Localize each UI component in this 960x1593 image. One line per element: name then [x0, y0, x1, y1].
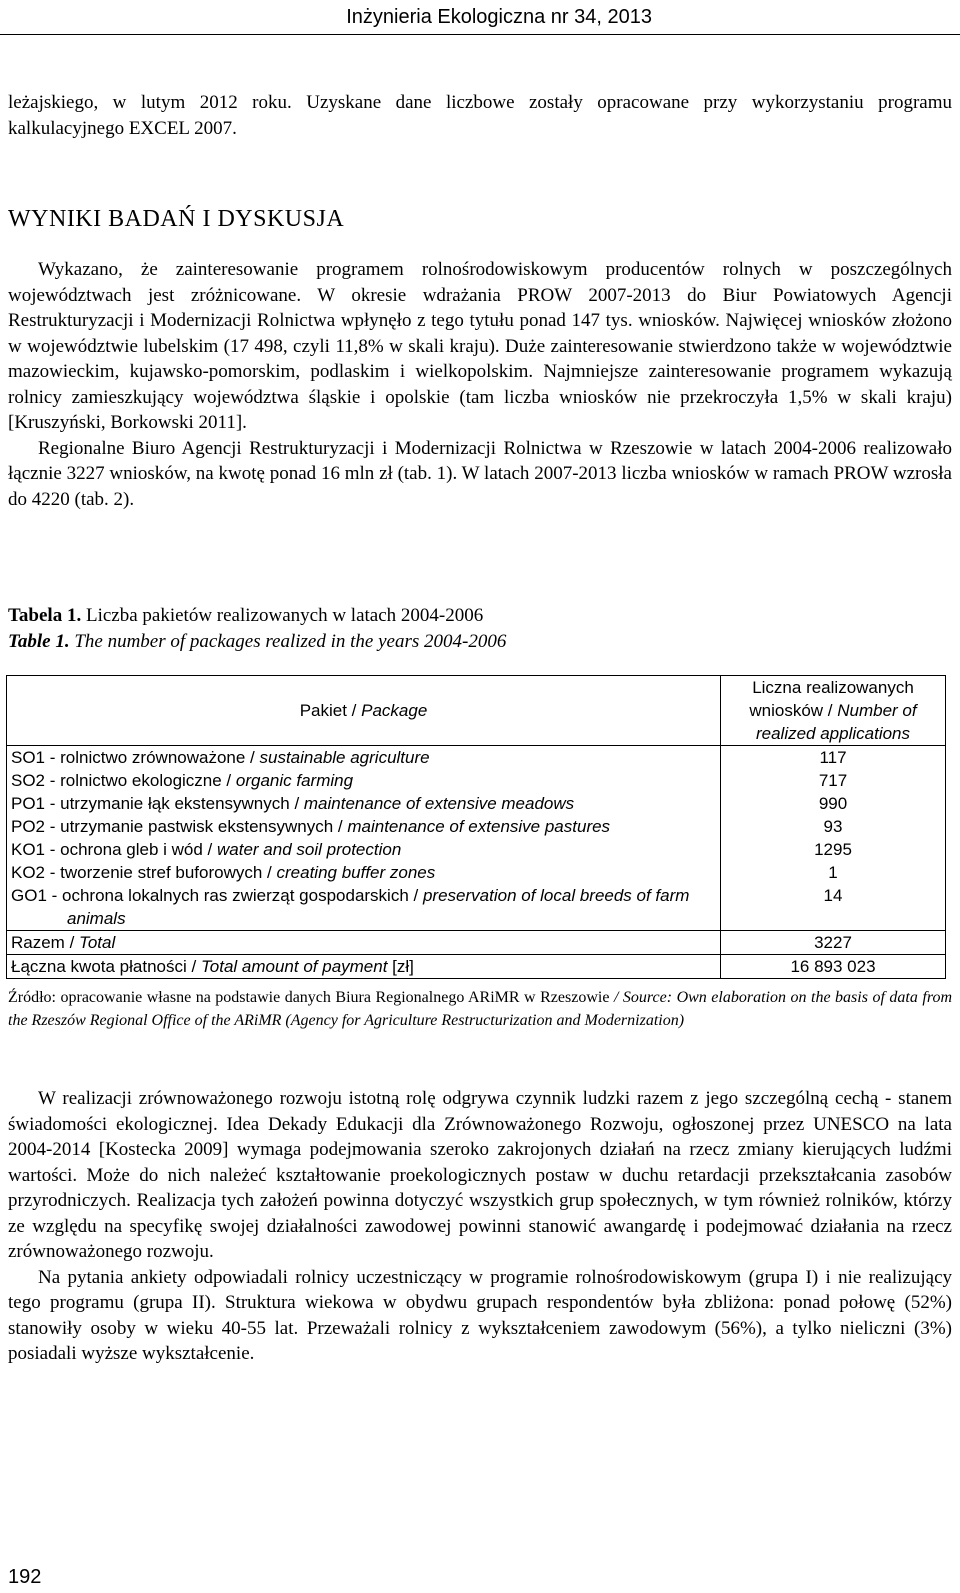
table-source — [8, 986, 952, 1032]
payment-value: 16 893 023 — [721, 955, 946, 979]
journal-title: Inżynieria Ekologiczna nr 34, 2013 — [346, 6, 652, 28]
count-cell: 990 — [721, 792, 946, 815]
discussion-paragraph-2: Na pytania ankiety odpowiadali rolnicy uczestniczący w programie rolnośrodowiskowym (grupa I) i nie realizujący tego programu (grupa II). Struktura wiekowa w obydwu grupach respondentów była zbliżona: ponad połowę (52%) stanowiły osoby w wieku 40-55 lat. Przeważali rolnicy z wykształceniem zawodowym (56%), a tylko nieliczni (3%) posiadali wyższe wykształcenie. — [8, 1266, 952, 1364]
table-row — [7, 815, 946, 838]
section-heading: WYNIKI BADAŃ I DYSKUSJA — [8, 206, 345, 232]
count-cell: 717 — [721, 769, 946, 792]
package-cell: KO2 - tworzenie stref buforowych / creating buffer zones — [7, 861, 721, 884]
results-section — [8, 257, 952, 512]
running-header — [0, 4, 960, 35]
discussion-paragraph-1: W realizacji zrównoważonego rozwoju istotną rolę odgrywa czynnik ludzki razem z jego szczególną cechą - stanem świadomości ekologicznej. Idea Dekady Edukacji dla Zrównoważonego Rozwoju, ogłoszonej przez UNESCO na lata 2004-2014 [Kostecka 2009] wymaga podejmowania szeroko zakrojonych działań na rzecz zmiany kierujących ludźmi wartości. Może do nich należeć kształtowanie proekologicznych postaw w duchu retardacji przekształcania zasobów przyrodniczych. Realizacja tych założeń powinna dotyczyć wszystkich grup społecznych, w tym również rolników, którzy ze względu na specyfikę swojej działalności zawodowej powinni stanowić awangardę i podejmować działania na rzecz zrównoważonego rozwoju. — [8, 1088, 952, 1262]
count-cell: 1295 — [721, 838, 946, 861]
results-paragraph-2: Regionalne Biuro Agencji Restrukturyzacji i Modernizacji Rolnictwa w Rzeszowie w latach 2004-2006 realizowało łącznie 3227 wniosków, na kwotę ponad 16 mln zł (tab. 1). W latach 2007-2013 liczba wniosków w ramach PROW wzrosła do 4220 (tab. 2). — [8, 437, 952, 510]
total-row — [7, 931, 946, 955]
intro-paragraph-block — [8, 90, 952, 141]
count-cell: 93 — [721, 815, 946, 838]
table-captions — [8, 603, 952, 655]
package-cell: PO1 - utrzymanie łąk ekstensywnych / maintenance of extensive meadows — [7, 792, 721, 815]
table-row — [7, 884, 946, 931]
packages-table — [6, 675, 946, 979]
table-caption-en: Table 1. The number of packages realized in the years 2004-2006 — [8, 631, 507, 652]
table-header-row — [7, 676, 946, 746]
table-row — [7, 861, 946, 884]
header-package: Pakiet / Package — [7, 676, 721, 746]
table-row — [7, 769, 946, 792]
package-cell: PO2 - utrzymanie pastwisk ekstensywnych / maintenance of extensive pastures — [7, 815, 721, 838]
count-cell: 14 — [721, 884, 946, 931]
package-cell: SO1 - rolnictwo zrównoważone / sustainable agriculture — [7, 746, 721, 770]
count-cell: 117 — [721, 746, 946, 770]
total-label: Razem / Total — [7, 931, 721, 955]
header-number: Liczna realizowanych wniosków / Number of realized applications — [721, 676, 946, 746]
page-number: 192 — [8, 1566, 42, 1588]
payment-row — [7, 955, 946, 979]
source-note: Źródło: opracowanie własne na podstawie danych Biura Regionalnego ARiMR w Rzeszowie / Source: Own elaboration on the basis of data from the Rzeszów Regional Office of the ARiMR (Agency for Agriculture Restructurization and Modernization) — [8, 989, 953, 1029]
package-cell: SO2 - rolnictwo ekologiczne / organic farming — [7, 769, 721, 792]
table-row — [7, 792, 946, 815]
table-row — [7, 838, 946, 861]
package-cell: KO1 - ochrona gleb i wód / water and soil protection — [7, 838, 721, 861]
package-cell: GO1 - ochrona lokalnych ras zwierząt gospodarskich / preservation of local breeds of farm animals — [7, 884, 721, 931]
results-paragraph-1: Wykazano, że zainteresowanie programem rolnośrodowiskowym producentów rolnych w poszczególnych województwach jest zróżnicowane. W okresie wdrażania PROW 2007-2013 do Biur Powiatowych Agencji Restrukturyzacji i Modernizacji Rolnictwa wpłynęło z tego tytułu ponad 147 tys. wniosków. Najwięcej wniosków złożono w województwie lubelskim (17 498, czyli 11,8% w skali kraju). Duże zainteresowanie stwierdzono także w województwie mazowieckim, kujawsko-pomorskim, podlaskim i wielkopolskim. Najmniejsze zainteresowanie programem wykazują rolnicy zamieszkujący województwa śląskie i opolskie (tam liczba wniosków nie przekroczyła 1,5% w skali kraju) [Kruszyński, Borkowski 2011]. — [8, 259, 952, 433]
discussion-section — [8, 1086, 952, 1367]
total-value: 3227 — [721, 931, 946, 955]
intro-paragraph: leżajskiego, w lutym 2012 roku. Uzyskane dane liczbowe zostały opracowane przy wykorzystaniu programu kalkulacyjnego EXCEL 2007. — [8, 92, 952, 139]
count-cell: 1 — [721, 861, 946, 884]
table-row — [7, 746, 946, 770]
payment-label: Łączna kwota płatności / Total amount of payment [zł] — [7, 955, 721, 979]
table-caption-pl: Tabela 1. Liczba pakietów realizowanych w latach 2004-2006 — [8, 605, 484, 626]
table-body — [7, 746, 946, 931]
